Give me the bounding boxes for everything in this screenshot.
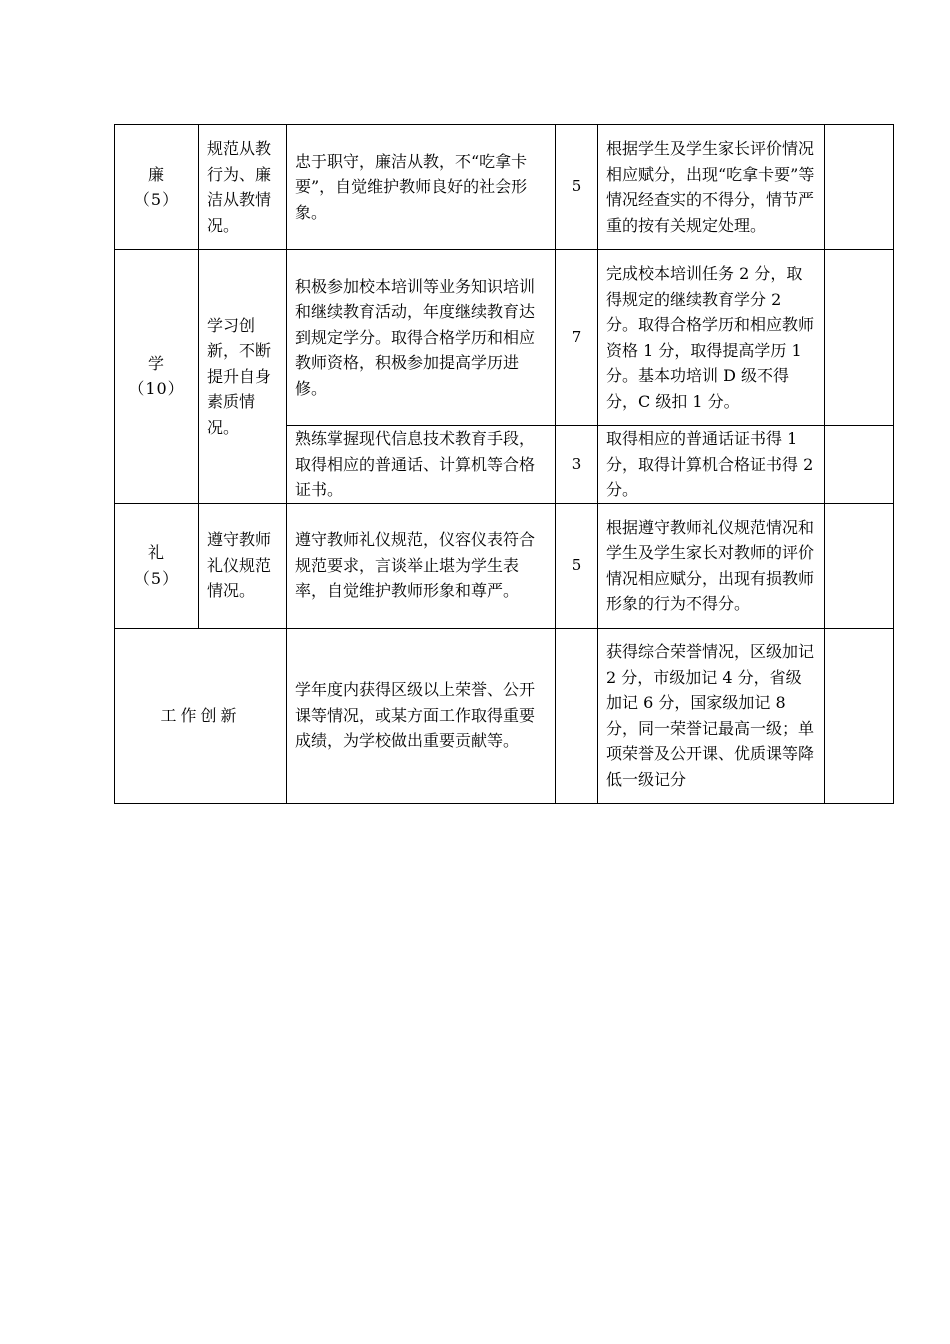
category-cell-xue: 学 （10） bbox=[115, 250, 199, 504]
table-row-li bbox=[115, 503, 894, 628]
score-cell-li: 5 bbox=[556, 503, 598, 628]
evaluation-table bbox=[114, 124, 894, 804]
table-row-xue-1 bbox=[115, 250, 894, 426]
scoring-rule-cell-lian: 根据学生及学生家长评价情况相应赋分，出现“吃拿卡要”等情况经查实的不得分，情节严重的按有关规定处理。 bbox=[598, 125, 825, 250]
sub-item-cell-lian: 规范从教行为、廉洁从教情况。 bbox=[199, 125, 287, 250]
score-cell-lian: 5 bbox=[556, 125, 598, 250]
table-row-innovation bbox=[115, 628, 894, 803]
requirement-cell-xue-2: 熟练掌握现代信息技术教育手段，取得相应的普通话、计算机等合格证书。 bbox=[287, 426, 556, 504]
requirement-cell-innovation: 学年度内获得区级以上荣誉、公开课等情况，或某方面工作取得重要成绩，为学校做出重要贡献等。 bbox=[287, 628, 556, 803]
scoring-rule-cell-li: 根据遵守教师礼仪规范情况和学生及学生家长对教师的评价情况相应赋分，出现有损教师形象的行为不得分。 bbox=[598, 503, 825, 628]
empty-cell bbox=[825, 628, 894, 803]
category-cell-li: 礼 （5） bbox=[115, 503, 199, 628]
category-cell-lian: 廉 （5） bbox=[115, 125, 199, 250]
scoring-rule-cell-innovation: 获得综合荣誉情况，区级加记 2 分，市级加记 4 分，省级加记 6 分，国家级加记 8 分，同一荣誉记最高一级；单项荣誉及公开课、优质课等降低一级记分 bbox=[598, 628, 825, 803]
scoring-rule-cell-xue-1: 完成校本培训任务 2 分，取得规定的继续教育学分 2 分。取得合格学历和相应教师资格 1 分，取得提高学历 1 分。基本功培训 D 级不得分，C 级扣 1 分。 bbox=[598, 250, 825, 426]
category-cell-innovation: 工作创新 bbox=[115, 628, 287, 803]
sub-item-cell-xue: 学习创新，不断提升自身素质情况。 bbox=[199, 250, 287, 504]
requirement-cell-lian: 忠于职守，廉洁从教，不“吃拿卡要”，自觉维护教师良好的社会形象。 bbox=[287, 125, 556, 250]
table-row-lian bbox=[115, 125, 894, 250]
score-cell-innovation bbox=[556, 628, 598, 803]
score-cell-xue-1: 7 bbox=[556, 250, 598, 426]
empty-cell bbox=[825, 250, 894, 426]
empty-cell bbox=[825, 426, 894, 504]
sub-item-cell-li: 遵守教师礼仪规范情况。 bbox=[199, 503, 287, 628]
requirement-cell-xue-1: 积极参加校本培训等业务知识培训和继续教育活动，年度继续教育达到规定学分。取得合格学历和相应教师资格，积极参加提高学历进修。 bbox=[287, 250, 556, 426]
score-cell-xue-2: 3 bbox=[556, 426, 598, 504]
empty-cell bbox=[825, 125, 894, 250]
scoring-rule-cell-xue-2: 取得相应的普通话证书得 1 分，取得计算机合格证书得 2 分。 bbox=[598, 426, 825, 504]
empty-cell bbox=[825, 503, 894, 628]
requirement-cell-li: 遵守教师礼仪规范，仪容仪表符合规范要求，言谈举止堪为学生表率，自觉维护教师形象和尊严。 bbox=[287, 503, 556, 628]
